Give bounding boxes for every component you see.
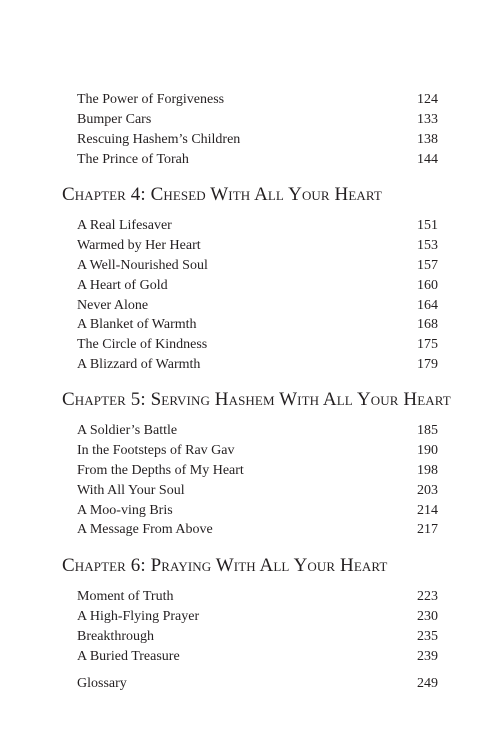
toc-entry-title: A Blizzard of Warmth (77, 357, 201, 373)
toc-entry[interactable] (77, 90, 438, 110)
toc-entry[interactable] (77, 335, 438, 355)
toc-entry-page: 168 (417, 317, 438, 333)
toc-entry-page: 235 (417, 628, 438, 644)
toc-entry[interactable] (77, 421, 438, 441)
chapter-heading[interactable]: Chapter 4: Chesed With All Your Heart (62, 184, 382, 205)
toc-entry[interactable] (77, 355, 438, 375)
toc-entry[interactable] (77, 607, 438, 627)
toc-entry[interactable] (77, 256, 438, 276)
intro-entry-list (77, 90, 438, 170)
toc-entry[interactable] (77, 276, 438, 296)
toc-entry-page: 223 (417, 589, 438, 604)
toc-entry-title: A Moo-ving Bris (77, 502, 173, 518)
toc-entry-title: A Heart of Gold (77, 277, 168, 293)
toc-entry-page: 160 (417, 277, 438, 293)
toc-entry-title: Moment of Truth (77, 589, 174, 604)
toc-entry-title: Bumper Cars (77, 111, 152, 127)
toc-entry-page: 217 (417, 522, 438, 538)
toc-entry[interactable] (77, 627, 438, 647)
toc-entry-page: 179 (417, 357, 438, 373)
toc-entry-page: 239 (417, 648, 438, 664)
toc-entry-page: 133 (417, 111, 438, 127)
toc-entry-title: The Power of Forgiveness (77, 92, 225, 107)
toc-entry-title: From the Depths of My Heart (77, 462, 244, 478)
toc-entry[interactable] (77, 296, 438, 316)
toc-entry[interactable] (77, 587, 438, 607)
toc-entry-title: A Soldier’s Battle (77, 423, 178, 438)
toc-entry[interactable] (77, 481, 438, 501)
toc-entry-page: 144 (417, 151, 438, 167)
toc-entry-title: A Blanket of Warmth (77, 317, 197, 333)
chapter-entry-list (77, 587, 438, 667)
toc-entry-page: 249 (417, 676, 438, 691)
toc-entry-page: 214 (417, 502, 438, 518)
toc-entry-page: 138 (417, 131, 438, 147)
toc-entry-page: 175 (417, 337, 438, 353)
toc-entry[interactable] (77, 150, 438, 170)
toc-entry[interactable] (77, 236, 438, 256)
toc-entry[interactable] (77, 110, 438, 130)
toc-entry-title: Breakthrough (77, 628, 154, 644)
glossary-entry[interactable] (77, 674, 438, 694)
toc-entry-title: A Real Lifesaver (77, 218, 172, 233)
toc-entry-title: The Prince of Torah (77, 151, 189, 167)
toc-entry-page: 151 (417, 218, 438, 233)
toc-entry-page: 185 (417, 423, 438, 438)
chapter-heading[interactable]: Chapter 5: Serving Hashem With All Your Heart (62, 389, 451, 410)
toc-entry-page: 190 (417, 442, 438, 458)
chapter-entry-list (77, 216, 438, 375)
toc-entry-title: The Circle of Kindness (77, 337, 208, 353)
toc-entry[interactable] (77, 315, 438, 335)
toc-entry[interactable] (77, 441, 438, 461)
chapter-entry-list (77, 421, 438, 540)
toc-entry-page: 198 (417, 462, 438, 478)
toc-entry-title: A Well-Nourished Soul (77, 257, 208, 273)
toc-entry-title: In the Footsteps of Rav Gav (77, 442, 235, 458)
toc-entry-title: Warmed by Her Heart (77, 237, 201, 253)
toc-entry-title: Never Alone (77, 297, 149, 313)
toc-entry-page: 230 (417, 608, 438, 624)
toc-entry[interactable] (77, 520, 438, 540)
toc-entry-title: A High-Flying Prayer (77, 608, 200, 624)
toc-entry[interactable] (77, 130, 438, 150)
toc-entry[interactable] (77, 647, 438, 667)
toc-entry[interactable] (77, 461, 438, 481)
toc-entry-page: 203 (417, 482, 438, 498)
toc-entry-title: A Buried Treasure (77, 648, 180, 664)
toc-entry-title: A Message From Above (77, 522, 213, 538)
toc-entry[interactable] (77, 216, 438, 236)
toc-entry-title: Glossary (77, 676, 127, 691)
toc-entry-page: 124 (417, 92, 438, 107)
toc-entry-page: 153 (417, 237, 438, 253)
toc-entry[interactable] (77, 501, 438, 521)
toc-entry-title: Rescuing Hashem’s Children (77, 131, 241, 147)
toc-entry-title: With All Your Soul (77, 482, 185, 498)
toc-entry-page: 164 (417, 297, 438, 313)
toc-entry-page: 157 (417, 257, 438, 273)
chapter-heading[interactable]: Chapter 6: Praying With All Your Heart (62, 555, 388, 576)
